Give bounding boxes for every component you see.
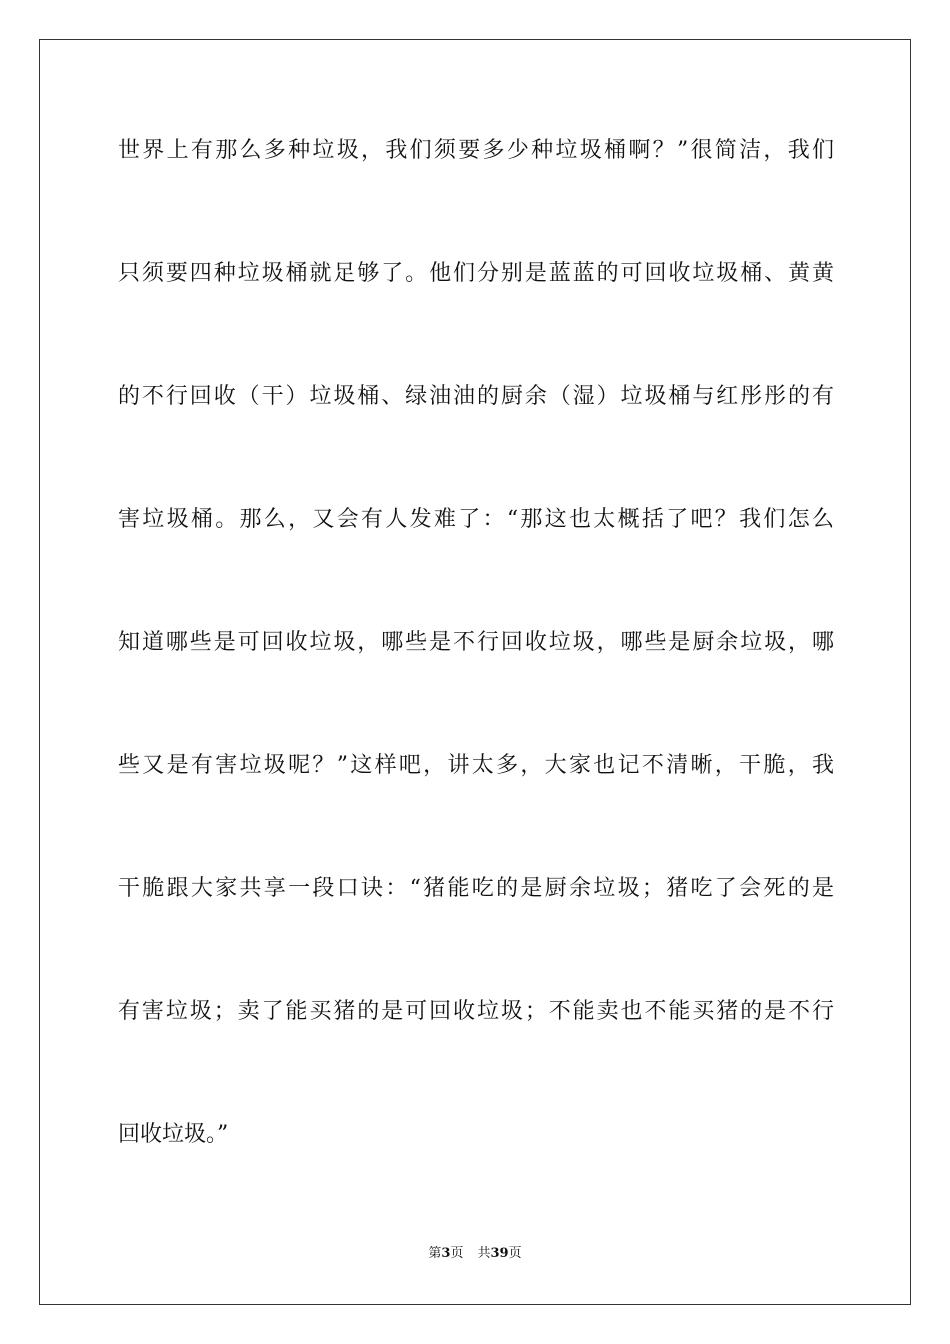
page-border: [39, 39, 911, 1305]
total-prefix: 共: [477, 1246, 491, 1261]
body-text-line: 只须要四种垃圾桶就足够了。他们分别是蓝蓝的可回收垃圾桶、黄黄: [118, 261, 834, 286]
body-text-line: 有害垃圾；卖了能买猪的是可回收垃圾；不能卖也不能买猪的是不行: [118, 999, 834, 1024]
page-prefix: 第: [428, 1246, 442, 1261]
page-footer: [0, 1246, 950, 1262]
body-text-line: 的不行回收（干）垃圾桶、绿油油的厨余（湿）垃圾桶与红彤彤的有: [118, 384, 834, 409]
page-suffix: 页: [450, 1246, 464, 1261]
body-text-line: 知道哪些是可回收垃圾，哪些是不行回收垃圾，哪些是厨余垃圾，哪: [118, 630, 834, 655]
body-text-line: 些又是有害垃圾呢？”这样吧，讲太多，大家也记不清晰，干脆，我: [118, 753, 834, 778]
total-pages: 39: [490, 1246, 509, 1261]
body-text-line: 干脆跟大家共享一段口诀：“猪能吃的是厨余垃圾；猪吃了会死的是: [118, 876, 834, 901]
body-text-line: 世界上有那么多种垃圾，我们须要多少种垃圾桶啊？”很简洁，我们: [118, 138, 834, 163]
total-suffix: 页: [508, 1246, 522, 1261]
page-number: 3: [441, 1246, 451, 1261]
body-text-line: 回收垃圾。”: [118, 1122, 229, 1147]
body-text-line: 害垃圾桶。那么，又会有人发难了：“那这也太概括了吧？我们怎么: [118, 507, 834, 532]
